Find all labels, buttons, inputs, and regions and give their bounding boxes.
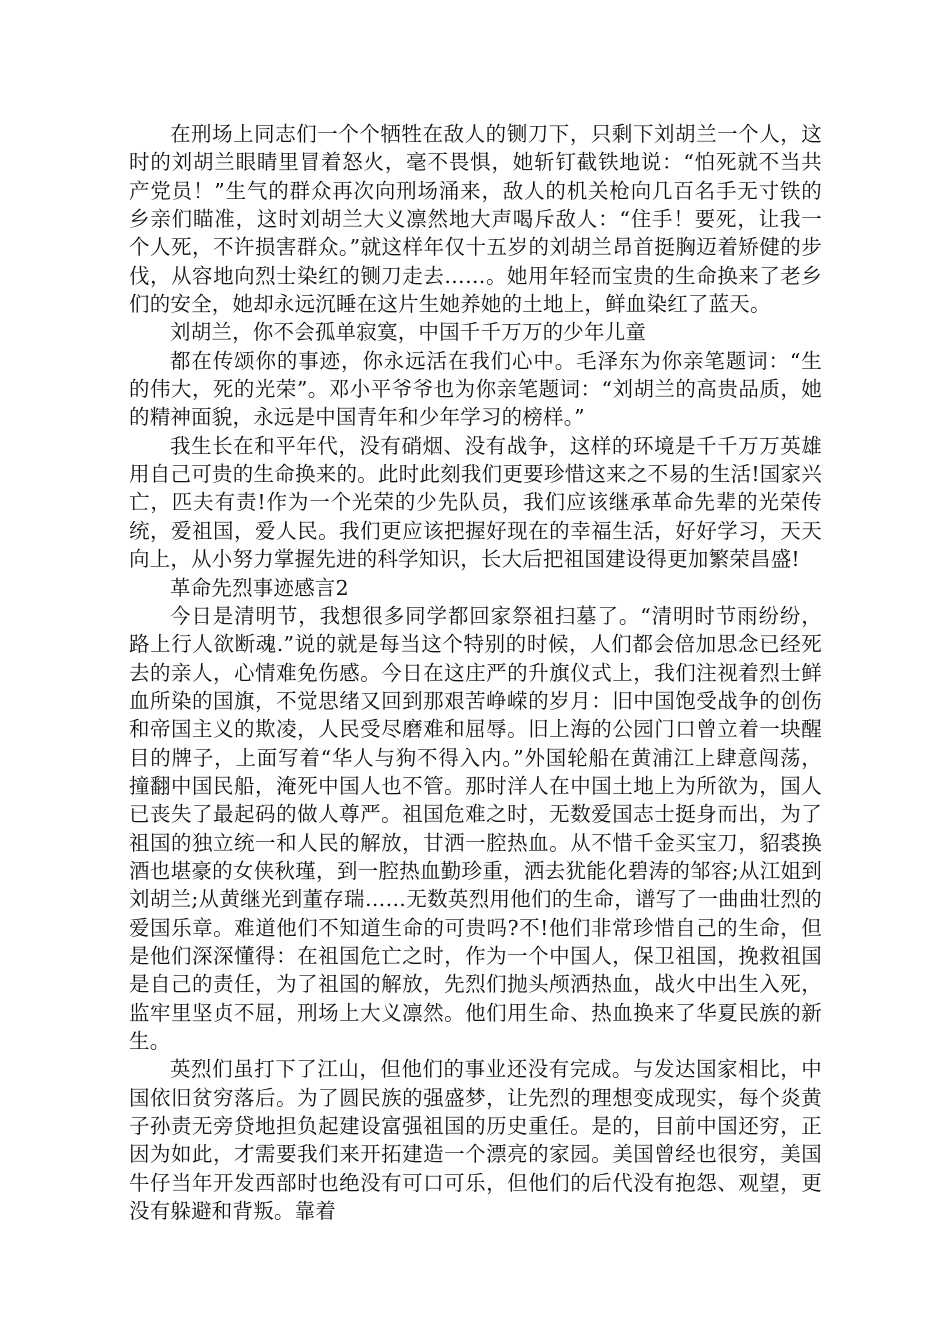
document-page xyxy=(129,120,822,1225)
paragraph-execution-scene: 在刑场上同志们一个个牺牲在敌人的铡刀下，只剩下刘胡兰一个人，这时的刘胡兰眼睛里冒着怒火，毫不畏惧，她斩钉截铁地说：“怕死就不当共产党员！”生气的群众再次向刑场涌来，敌人的机关枪向几百名手无寸铁的乡亲们瞄准，这时刘胡兰大义凛然地大声喝斥敌人：“住手！要死，让我一个人死，不许损害群众。”就这样年仅十五岁的刘胡兰昂首挺胸迈着矫健的步伐，从容地向烈士染红的铡刀走去……。她用年轻而宝贵的生命换来了老乡们的安全，她却永远沉睡在这片生她养她的土地上，鲜血染红了蓝天。 xyxy=(129,122,822,317)
paragraph-qingming: 今日是清明节，我想很多同学都回家祭祖扫墓了。“清明时节雨纷纷，路上行人欲断魂.”说的就是每当这个特别的时候，人们都会倍加思念已经死去的亲人，心情难免伤感。今日在这庄严的升旗仪式上，我们注视着烈士鲜血所染的国旗，不觉思绪又回到那艰苦峥嵘的岁月：旧中国饱受战争的创伤和帝国主义的欺凌，人民受尽磨难和屈辱。旧上海的公园门口曾立着一块醒目的牌子，上面写着“华人与狗不得入内。”外国轮船在黄浦江上肆意闯荡，撞翻中国民船，淹死中国人也不管。那时洋人在中国土地上为所欲为，国人已丧失了最起码的做人尊严。祖国危难之时，无数爱国志士挺身而出，为了祖国的独立统一和人民的解放，甘洒一腔热血。从不惜千金买宝刀，貂裘换酒也堪豪的女侠秋瑾，到一腔热血勤珍重，洒去犹能化碧涛的邹容;从江姐到刘胡兰;从黄继光到董存瑞……无数英烈用他们的生命，谱写了一曲曲壮烈的爱国乐章。难道他们不知道生命的可贵吗?不!他们非常珍惜自己的生命，但是他们深深懂得：在祖国危亡之时，作为一个中国人，保卫祖国，挽救祖国是自己的责任，为了祖国的解放，先烈们抛头颅洒热血，战火中出生入死，监牢里坚贞不屈，刑场上大义凛然。他们用生命、热血换来了华夏民族的新生。 xyxy=(129,603,822,1053)
section-heading: 革命先烈事迹感言2 xyxy=(170,575,349,600)
paragraph-peaceful-era: 我生长在和平年代，没有硝烟、没有战争，这样的环境是千千万万英雄用自己可贵的生命换来的。此时此刻我们更要珍惜这来之不易的生活!国家兴亡，匹夫有责!作为一个光荣的少先队员，我们应该继承革命先辈的光荣传统，爱祖国，爱人民。我们更应该把握好现在的幸福生活，好好学习，天天向上，从小努力掌握先进的科学知识，长大后把祖国建设得更加繁荣昌盛! xyxy=(129,433,822,572)
paragraph-inscriptions: 都在传颂你的事迹，你永远活在我们心中。毛泽东为你亲笔题词：“生的伟大，死的光荣”。邓小平爷爷也为你亲笔题词：“刘胡兰的高贵品质，她的精神面貌，永远是中国青年和少年学习的榜样。” xyxy=(129,348,822,430)
paragraph-heroes-legacy: 英烈们虽打下了江山，但他们的事业还没有完成。与发达国家相比，中国依旧贫穷落后。为了圆民族的强盛梦，让先烈的理想变成现实，每个炎黄子孙责无旁贷地担负起建设富强祖国的历史重任。是的，目前中国还穷，正因为如此，才需要我们来开拓建造一个漂亮的家园。美国曾经也很穷，美国牛仔当年开发西部时也绝没有可口可乐，但他们的后代没有抱怨、观望，更没有躲避和背叛。靠着 xyxy=(129,1057,822,1224)
paragraph-not-lonely: 刘胡兰，你不会孤单寂寞，中国千千万万的少年儿童 xyxy=(170,320,647,345)
